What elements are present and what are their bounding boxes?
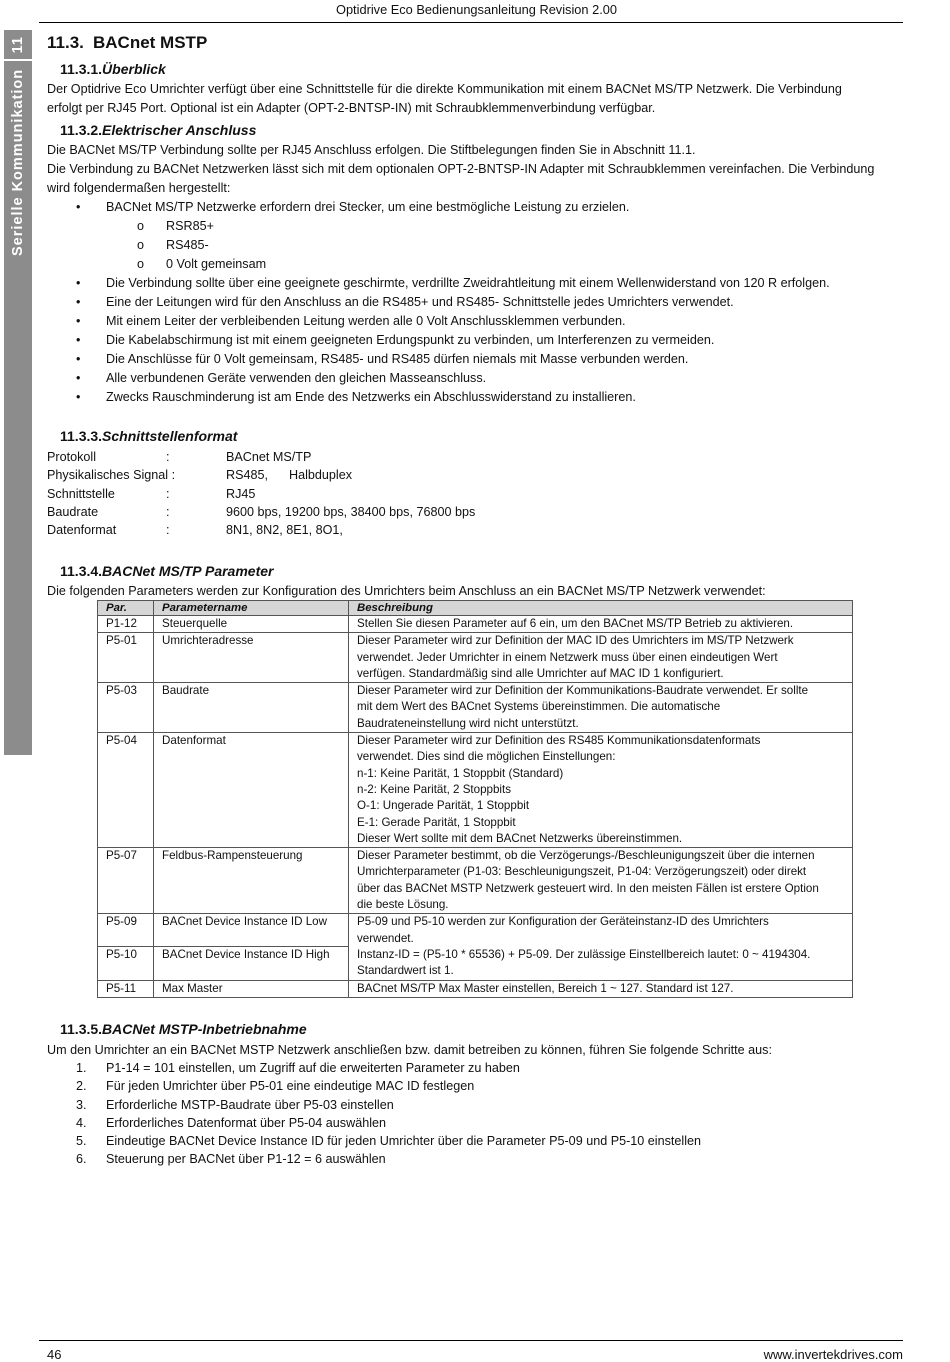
commissioning-intro: Um den Umrichter an ein BACNet MSTP Netzwerk anschließen bzw. damit betreiben zu können, führen Sie folgende Schritte aus: — [47, 1043, 772, 1057]
header-divider — [39, 22, 903, 23]
interface-title: Schnittstellenformat — [102, 428, 238, 444]
list-item: 4. Erforderliches Datenformat über P5-04 auswählen — [76, 1115, 387, 1130]
overview-heading — [60, 61, 166, 77]
bullet-icon: • — [76, 314, 81, 328]
list-item: • Eine der Leitungen wird für den Anschluss an die RS485+ und RS485- Schnittstelle jedes Umrichters verwendet. — [47, 293, 887, 312]
description-cell: Dieser Parameter wird zur Definition der Kommunikations-Baudrate verwendet. Er sollte mit dem Wert des BACnet Systems übereinstimmen. Die automatische Baudrateneinstellung wird nicht unterstützt. — [349, 683, 853, 733]
par-cell: P5-11 — [98, 980, 154, 997]
name-cell: BACnet Device Instance ID Low — [154, 914, 349, 947]
list-item: 6. Steuerung per BACNet über P1-12 = 6 auswählen — [76, 1152, 386, 1167]
sub-bullet-icon: o — [137, 238, 145, 252]
commissioning-number: 11.3.5. — [60, 1021, 103, 1037]
name-cell: Datenformat — [154, 733, 349, 848]
name-cell: BACnet Device Instance ID High — [154, 947, 349, 980]
table-row — [98, 633, 853, 683]
description-cell: Dieser Parameter wird zur Definition des RS485 Kommunikationsdatenformats verwendet. Dies sind die möglichen Einstellungen: n-1: Keine Parität, 1 Stoppbit (Standard) n-2: Keine Parität, 2 Stoppbits O-1: Ungerade Parität, 1 Stoppbit E-1: Gerade Parität, 1 Stoppbit Dieser Wert sollte mit dem BACnet Netzwerks übereinstimmen. — [349, 733, 853, 848]
params-heading — [60, 563, 273, 579]
name-cell: Max Master — [154, 980, 349, 997]
section-heading — [47, 33, 207, 53]
par-cell: P1-12 — [98, 616, 154, 633]
list-item: o RSR85+ — [47, 217, 887, 236]
description-cell: Dieser Parameter bestimmt, ob die Verzögerungs-/Beschleunigungszeit über die internen Umrichterparameter (P1-03: Beschleunigungszeit, P1-04: Verzögerungszeit) oder direkt über das BACNet MSTP Netzwerk gesteuert wird. In den meisten Fällen ist erstere Option die beste Lösung. — [349, 848, 853, 914]
electrical-text-1: Die BACNet MS/TP Verbindung sollte per RJ45 Anschluss erfolgen. Die Stiftbelegungen finden Sie in Abschnitt 11.1. — [47, 143, 696, 157]
overview-number: 11.3.1. — [60, 61, 103, 77]
bullet-icon: • — [76, 276, 81, 290]
par-cell: P5-10 — [98, 947, 154, 980]
list-item: o 0 Volt gemeinsam — [47, 255, 887, 274]
overview-text: Der Optidrive Eco Umrichter verfügt über eine Schnittstelle für die direkte Kommunikation mit einem BACNet MS/TP Netzwerk. Die Verbindung erfolgt per RJ45 Port. Optional ist ein Adapter (OPT-2-BNTSP-IN) mit Schraubklemmenverbindung verfügbar. — [47, 82, 842, 115]
list-item: • Zwecks Rauschminderung ist am Ende des Netzwerks ein Abschlusswiderstand zu installieren. — [47, 388, 887, 407]
params-intro: Die folgenden Parameters werden zur Konfiguration des Umrichters beim Anschluss an ein BACNet MS/TP Netzwerk verwendet: — [47, 584, 766, 598]
name-cell: Steuerquelle — [154, 616, 349, 633]
chapter-number: 11 — [10, 36, 26, 54]
chapter-label: Serielle Kommunikation — [10, 68, 26, 257]
overview-title: Überblick — [102, 61, 166, 77]
electrical-bullet-list — [47, 198, 887, 407]
footer-divider — [39, 1340, 903, 1341]
table-row — [98, 616, 853, 633]
document-title: Optidrive Eco Bedienungsanleitung Revision 2.00 — [335, 2, 617, 17]
list-item: • Die Kabelabschirmung ist mit einem geeigneten Erdungspunkt zu verbinden, um Interferenzen zu vermeiden. — [47, 331, 887, 350]
electrical-text-2: Die Verbindung zu BACNet Netzwerken lässt sich mit dem optionalen OPT-2-BNTSP-IN Adapter mit Schraubklemmen vereinfachen. Die Verbindung wird folgendermaßen hergestellt: — [47, 162, 875, 195]
electrical-number: 11.3.2. — [60, 122, 103, 138]
list-item: • BACNet MS/TP Netzwerke erfordern drei Stecker, um eine bestmögliche Leistung zu erzielen. — [47, 198, 887, 217]
table-row — [98, 683, 853, 733]
name-cell: Feldbus-Rampensteuerung — [154, 848, 349, 914]
list-item: 2. Für jeden Umrichter über P5-01 eine eindeutige MAC ID festlegen — [76, 1079, 475, 1094]
column-header-name: Parametername — [154, 601, 349, 616]
table-row — [98, 980, 853, 997]
list-item: 1. P1-14 = 101 einstellen, um Zugriff auf die erweiterten Parameter zu haben — [76, 1061, 520, 1075]
electrical-title: Elektrischer Anschluss — [102, 122, 257, 138]
list-item: • Mit einem Leiter der verbleibenden Leitung werden alle 0 Volt Anschlussklemmen verbunden. — [47, 312, 887, 331]
commissioning-title: BACNet MSTP-Inbetriebnahme — [102, 1021, 307, 1037]
par-cell: P5-01 — [98, 633, 154, 683]
list-item: • Die Verbindung sollte über eine geeignete geschirmte, verdrillte Zweidrahtleitung mit einem Wellenwiderstand von 120 R erfolgen. — [47, 274, 887, 293]
list-item: o RS485- — [47, 236, 887, 255]
bullet-icon: • — [76, 390, 81, 404]
sub-bullet-icon: o — [137, 219, 145, 233]
list-item: • Die Anschlüsse für 0 Volt gemeinsam, RS485- und RS485 dürfen niemals mit Masse verbunden werden. — [47, 350, 887, 369]
parameter-table — [97, 600, 853, 998]
par-cell: P5-07 — [98, 848, 154, 914]
interface-number: 11.3.3. — [60, 428, 103, 444]
bullet-icon: • — [76, 371, 81, 385]
section-title: BACnet MSTP — [93, 33, 208, 52]
bullet-icon: • — [76, 200, 81, 214]
commissioning-heading — [60, 1021, 307, 1037]
table-row — [98, 914, 853, 947]
par-cell: P5-03 — [98, 683, 154, 733]
website-url: www.invertekdrives.com — [763, 1347, 903, 1362]
column-header-description: Beschreibung — [349, 601, 853, 616]
column-header-par: Par. — [98, 601, 154, 616]
bullet-icon: • — [76, 333, 81, 347]
side-tab-separator — [4, 59, 32, 61]
table-header-row — [98, 601, 853, 616]
page-number: 46 — [47, 1347, 62, 1362]
commissioning-steps — [47, 1059, 701, 1169]
name-cell: Baudrate — [154, 683, 349, 733]
params-number: 11.3.4. — [60, 563, 103, 579]
table-row — [98, 733, 853, 848]
list-item: 3. Erforderliche MSTP-Baudrate über P5-03 einstellen — [76, 1097, 394, 1112]
description-cell: BACnet MS/TP Max Master einstellen, Bereich 1 ~ 127. Standard ist 127. — [349, 980, 853, 997]
bullet-icon: • — [76, 295, 81, 309]
list-item: 5. Eindeutige BACNet Device Instance ID für jeden Umrichter über die Parameter P5-09 und P5-10 einstellen — [76, 1134, 702, 1149]
description-cell: Dieser Parameter wird zur Definition der MAC ID des Umrichters im MS/TP Netzwerk verwendet. Jeder Umrichter in einem Netzwerk muss über einen eindeutigen Wert verfügen. Standardmäßig sind alle Umrichter auf MAC ID 1 konfiguriert. — [349, 633, 853, 683]
interface-heading — [60, 428, 237, 444]
description-cell: P5-09 und P5-10 werden zur Konfiguration der Geräteinstanz-ID des Umrichters verwendet. Instanz-ID = (P5-10 * 65536) + P5-09. Der zulässige Einstellbereich lautet: 0 ~ 4194304. Standardwert ist 1. — [349, 914, 853, 980]
name-cell: Umrichteradresse — [154, 633, 349, 683]
electrical-heading — [60, 122, 256, 138]
par-cell: P5-04 — [98, 733, 154, 848]
bullet-icon: • — [76, 352, 81, 366]
chapter-side-tab — [4, 30, 32, 755]
list-item: • Alle verbundenen Geräte verwenden den gleichen Masseanschluss. — [47, 369, 887, 388]
table-row — [98, 848, 853, 914]
description-cell: Stellen Sie diesen Parameter auf 6 ein, um den BACnet MS/TP Betrieb zu aktivieren. — [349, 616, 853, 633]
params-title: BACNet MS/TP Parameter — [102, 563, 274, 579]
sub-bullet-icon: o — [137, 257, 145, 271]
par-cell: P5-09 — [98, 914, 154, 947]
section-number: 11.3. — [47, 33, 84, 52]
